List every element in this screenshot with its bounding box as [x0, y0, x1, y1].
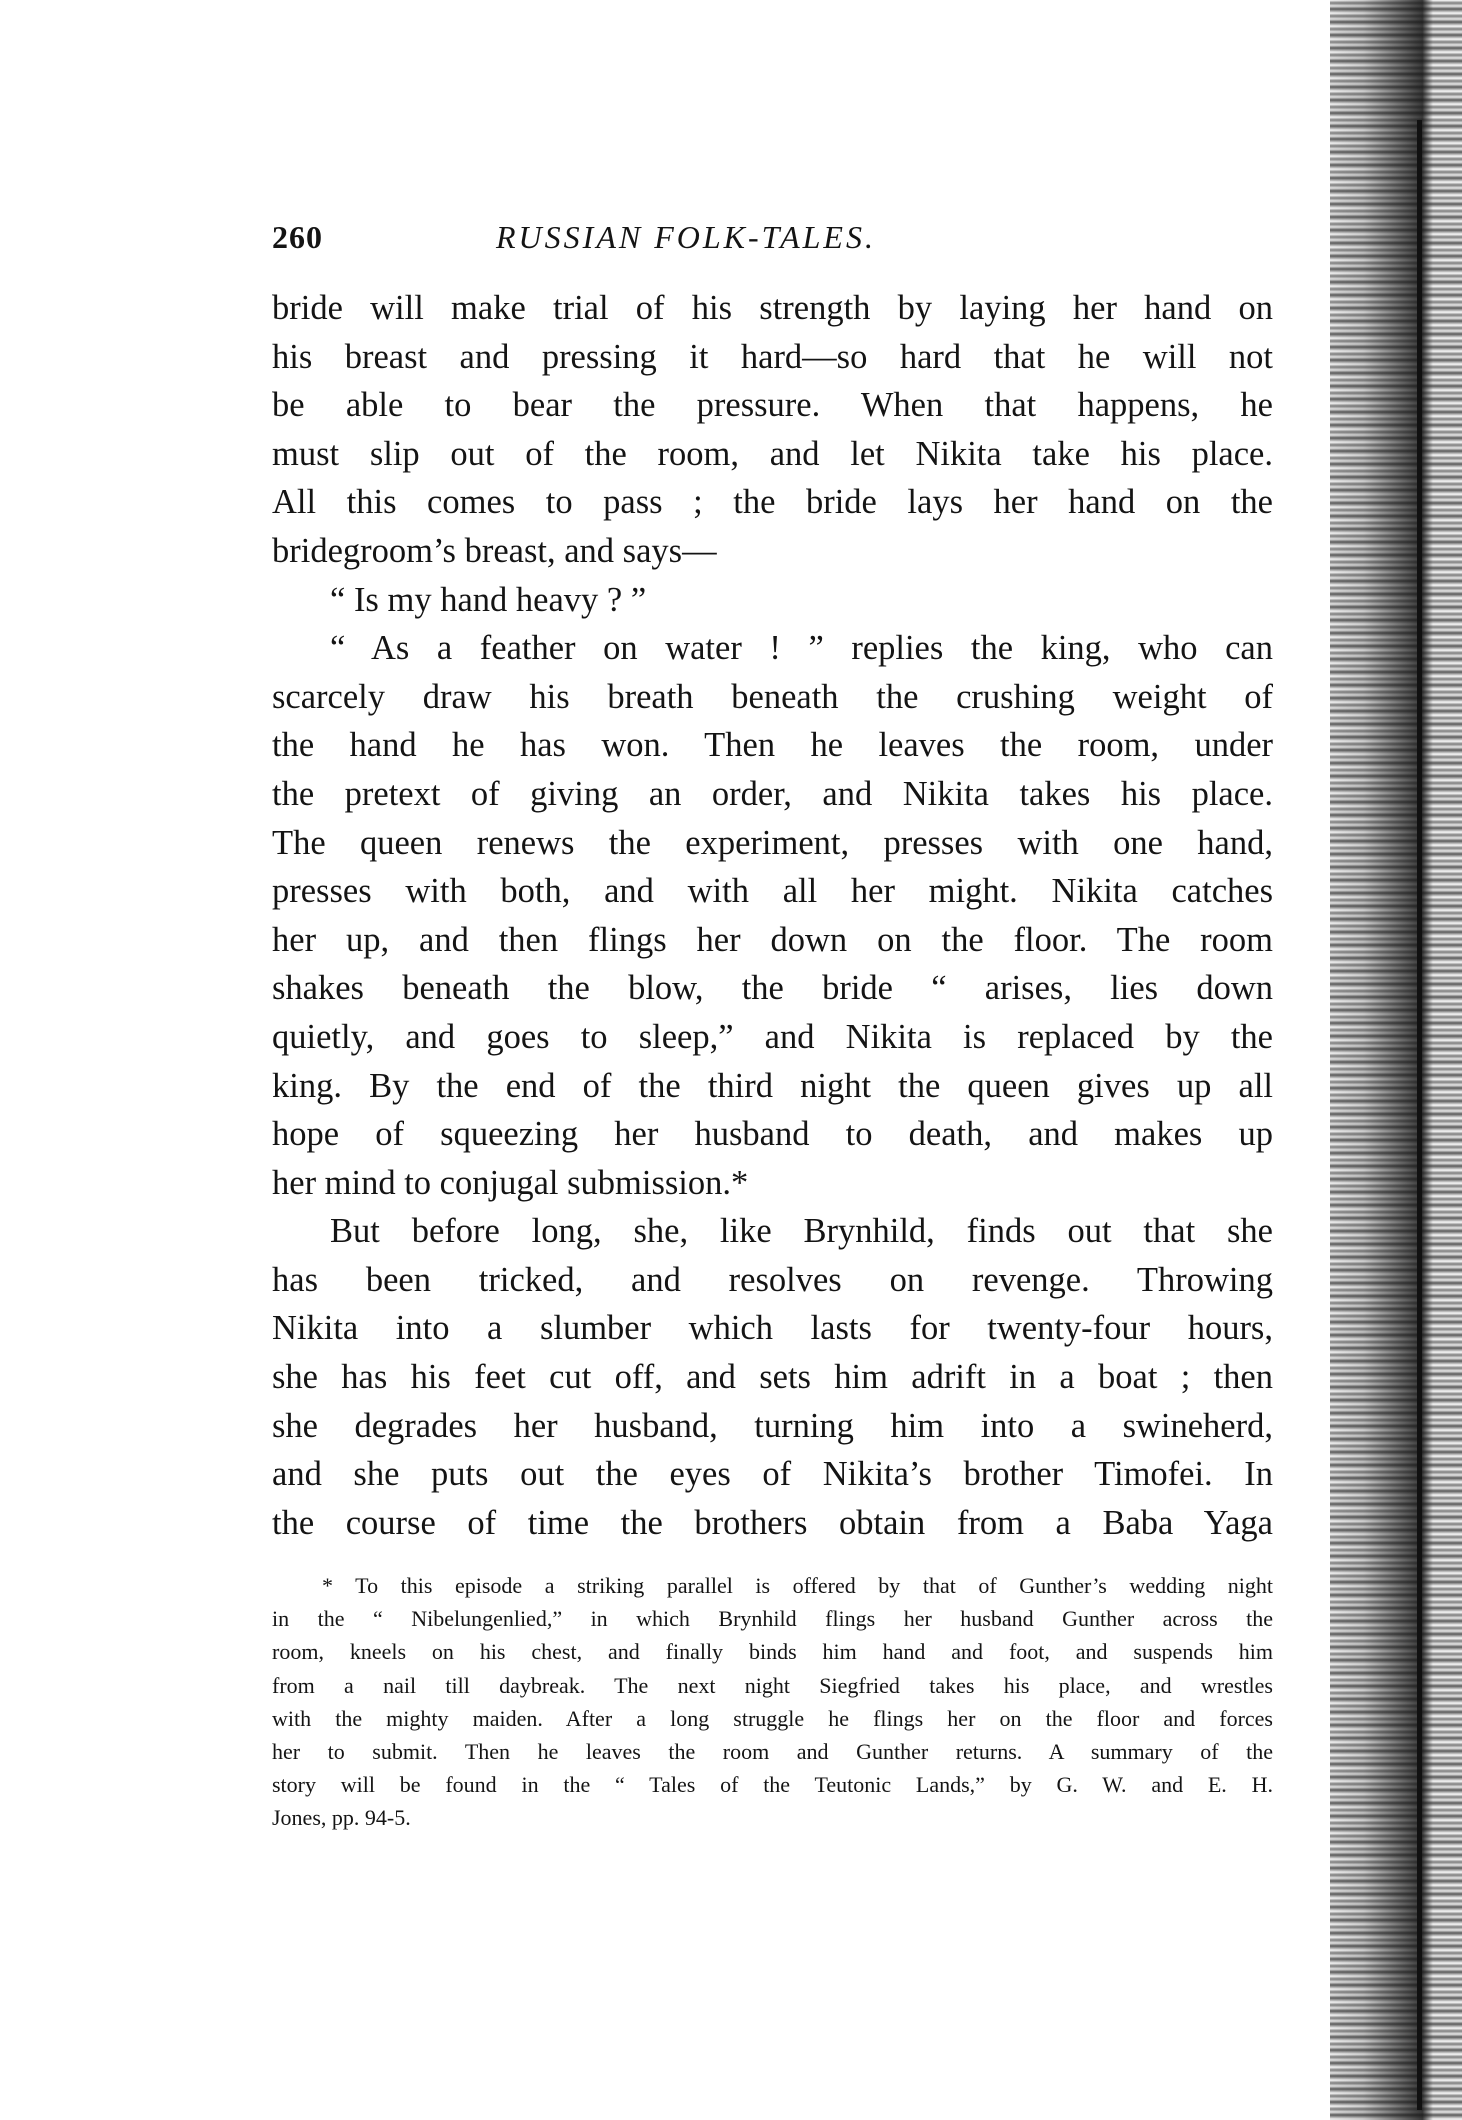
body-line: the pretext of giving an order, and Nikita takes his place.	[272, 774, 1273, 813]
body-line: scarcely draw his breath beneath the crushing weight of	[272, 677, 1273, 716]
body-line: his breast and pressing it hard—so hard that he will not	[272, 337, 1273, 376]
body-line: she degrades her husband, turning him into a swineherd,	[272, 1406, 1273, 1445]
footnote-line: Jones, pp. 94-5.	[272, 1805, 411, 1831]
body-line: But before long, she, like Brynhild, finds out that she	[330, 1212, 1273, 1251]
body-line: has been tricked, and resolves on revenge. Throwing	[272, 1260, 1273, 1299]
body-text	[272, 284, 1273, 1547]
binding-gutter	[1330, 0, 1462, 2120]
body-line: The queen renews the experiment, presses with one hand,	[272, 823, 1273, 862]
footnote-line: story will be found in the “ Tales of the Teutonic Lands,” by G. W. and E. H.	[272, 1772, 1273, 1798]
footnote-line: her to submit. Then he leaves the room and Gunther returns. A summary of the	[272, 1738, 1273, 1764]
body-line: bride will make trial of his strength by laying her hand on	[272, 289, 1273, 327]
body-line: presses with both, and with all her might. Nikita catches	[272, 872, 1273, 911]
body-line: her up, and then flings her down on the floor. The room	[272, 920, 1273, 959]
body-line: king. By the end of the third night the queen gives up all	[272, 1066, 1273, 1105]
footnote-line: from a nail till daybreak. The next night Siegfried takes his place, and wrestles	[272, 1672, 1273, 1698]
body-line: she has his feet cut off, and sets him adrift in a boat ; then	[272, 1358, 1273, 1397]
body-line: be able to bear the pressure. When that happens, he	[272, 386, 1273, 425]
running-title: RUSSIAN FOLK-TALES.	[496, 219, 876, 255]
body-line: quietly, and goes to sleep,” and Nikita is replaced by the	[272, 1017, 1273, 1056]
binding-edge-line	[1417, 120, 1422, 2110]
body-line: must slip out of the room, and let Nikita take his place.	[272, 434, 1273, 473]
body-line: “ Is my hand heavy ? ”	[330, 580, 647, 619]
body-line: the hand he has won. Then he leaves the room, under	[272, 726, 1273, 765]
running-head	[272, 212, 1272, 262]
footnote	[272, 1569, 1273, 1835]
body-line: hope of squeezing her husband to death, and makes up	[272, 1115, 1273, 1154]
body-line: “ As a feather on water ! ” replies the king, who can	[330, 629, 1273, 668]
footnote-line: in the “ Nibelungenlied,” in which Brynhild flings her husband Gunther across the	[272, 1606, 1273, 1632]
body-line: and she puts out the eyes of Nikita’s brother Timofei. In	[272, 1455, 1273, 1494]
page-number: 260	[272, 219, 323, 255]
footnote-line: * To this episode a striking parallel is offered by that of Gunther’s wedding night	[322, 1573, 1273, 1598]
body-line: the course of time the brothers obtain from a Baba Yaga	[272, 1503, 1273, 1542]
body-line: All this comes to pass ; the bride lays her hand on the	[272, 483, 1273, 522]
body-line: shakes beneath the blow, the bride “ arises, lies down	[272, 969, 1273, 1008]
body-line: Nikita into a slumber which lasts for twenty-four hours,	[272, 1309, 1273, 1348]
footnote-line: room, kneels on his chest, and finally binds him hand and foot, and suspends him	[272, 1639, 1273, 1665]
footnote-line: with the mighty maiden. After a long struggle he flings her on the floor and forces	[272, 1705, 1273, 1731]
body-line: bridegroom’s breast, and says—	[272, 531, 717, 570]
body-line: her mind to conjugal submission.*	[272, 1163, 749, 1202]
